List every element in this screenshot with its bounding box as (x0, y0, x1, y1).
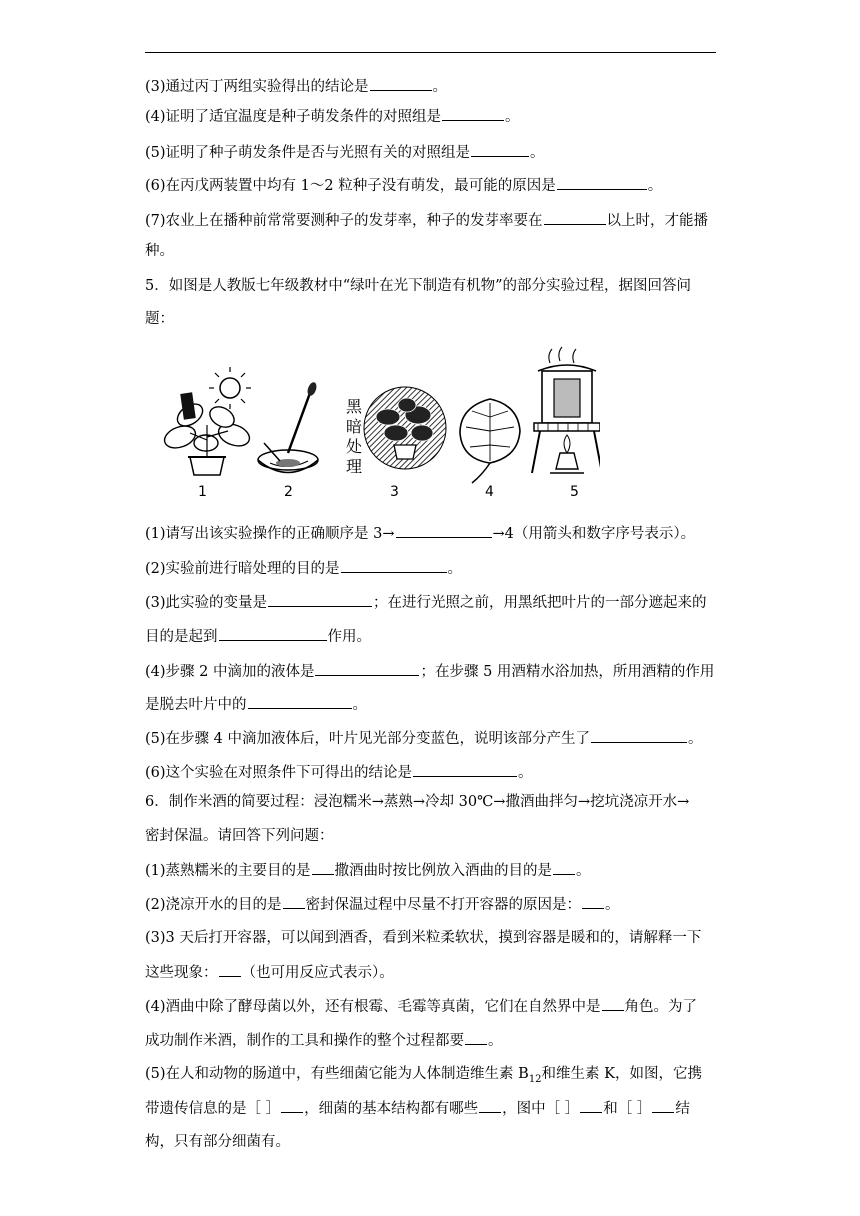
experiment-figure (160, 345, 600, 505)
text-segment: 构，只有部分细菌有。 (145, 1134, 290, 1150)
answer-blank[interactable] (341, 558, 447, 573)
text-segment: 。 (647, 178, 663, 194)
text-line (145, 1064, 702, 1090)
text-segment: ；在进行光照之前，用黑纸把叶片的一部分遮起来的 (373, 595, 707, 611)
text-segment: （也可用反应式表示）。 (241, 965, 394, 981)
text-line (145, 661, 714, 682)
text-line (145, 309, 174, 329)
answer-blank[interactable] (370, 76, 432, 91)
answer-blank[interactable] (268, 592, 372, 607)
text-line (145, 241, 174, 261)
text-segment: (7)农业上在播种前常常要测种子的发芽率，种子的发芽率要在 (145, 213, 543, 229)
answer-blank[interactable] (580, 1098, 602, 1113)
figure-label-5: 5 (570, 484, 579, 500)
text-line (145, 523, 695, 544)
text-segment: (6)在丙戊两装置中均有 1～2 粒种子没有萌发，最可能的原因是 (145, 178, 556, 194)
text-segment: 以上时，才能播 (606, 213, 709, 229)
text-segment: (4)酒曲中除了酵母菌以外，还有根霉、毛霉等真菌，它们在自然界中是 (145, 999, 601, 1015)
answer-blank[interactable] (283, 894, 305, 909)
dark-treatment-label (345, 397, 363, 477)
text-segment: 和［ ］ (603, 1101, 652, 1117)
text-segment: 。 (352, 697, 367, 713)
answer-blank[interactable] (315, 661, 419, 676)
step5-water-bath-icon (532, 347, 600, 473)
text-segment: 带遗传信息的是［ ］ (145, 1101, 281, 1117)
text-segment: 。 (687, 731, 703, 747)
text-line (145, 792, 689, 812)
text-segment: ；在步骤 5 用酒精水浴加热，所用酒精的作用 (420, 664, 715, 680)
figure-label-3: 3 (390, 484, 399, 500)
answer-blank[interactable] (591, 728, 687, 743)
answer-blank[interactable] (219, 962, 241, 977)
answer-blank[interactable] (465, 1030, 487, 1045)
text-segment: 5．如图是人教版七年级教材中“绿叶在光下制造有机物”的部分实验过程，据图回答问 (145, 278, 692, 294)
text-segment: 撒酒曲时按比例放入酒曲的目的是 (334, 863, 553, 879)
text-segment: 。 (432, 79, 448, 95)
text-segment: (4)证明了适宜温度是种子萌发条件的对照组是 (145, 109, 442, 125)
text-segment: (2)实验前进行暗处理的目的是 (145, 561, 340, 577)
text-segment: 作用。 (327, 629, 371, 645)
text-segment: 密封保温。请回答下列问题： (145, 828, 334, 844)
answer-blank[interactable] (281, 1098, 303, 1113)
text-segment: (4)步骤 2 中滴加的液体是 (145, 664, 315, 680)
side-char: 处 (345, 437, 362, 456)
text-segment: 成功制作米酒，制作的工具和操作的整个过程都要 (145, 1033, 464, 1049)
side-char: 黑 (345, 397, 362, 416)
subscript: 12 (528, 1073, 542, 1085)
answer-blank[interactable] (312, 860, 334, 875)
text-line (145, 142, 545, 163)
answer-blank[interactable] (248, 694, 352, 709)
answer-blank[interactable] (442, 106, 504, 121)
text-segment: →4（用箭头和数字序号表示）。 (492, 526, 696, 542)
text-line (145, 175, 662, 196)
text-segment: 。 (488, 1033, 503, 1049)
text-line (145, 210, 708, 231)
step3-dark-plant-icon (364, 387, 446, 469)
answer-blank[interactable] (479, 1098, 501, 1113)
text-line (145, 592, 707, 613)
text-line (145, 928, 701, 948)
text-segment: ，图中［ ］ (502, 1101, 580, 1117)
text-segment: 。 (505, 109, 520, 125)
figure-label-2: 2 (284, 484, 293, 500)
header-rule (145, 52, 716, 53)
text-segment: (5)在人和动物的肠道中，有些细菌它能为人体制造维生素 B (145, 1066, 529, 1082)
text-segment: 密封保温过程中尽量不打开容器的原因是： (305, 897, 582, 913)
figure-label-1: 1 (198, 484, 207, 500)
text-segment: 角色。为了 (624, 999, 698, 1015)
text-line (145, 860, 591, 881)
text-segment: 。 (605, 897, 620, 913)
text-line (145, 1030, 503, 1051)
text-line (145, 558, 462, 579)
text-segment: (6)这个实验在对照条件下可得出的结论是 (145, 765, 413, 781)
text-segment: 和维生素 K，如图，它携 (541, 1066, 702, 1082)
text-line (145, 728, 702, 749)
text-line (145, 894, 620, 915)
text-segment: (3)此实验的变量是 (145, 595, 268, 611)
text-segment: (5)在步骤 4 中滴加液体后，叶片见光部分变蓝色，说明该部分产生了 (145, 731, 590, 747)
answer-blank[interactable] (396, 523, 492, 538)
text-segment: 题： (145, 311, 174, 327)
text-segment: (5)证明了种子萌发条件是否与光照有关的对照组是 (145, 145, 471, 161)
answer-blank[interactable] (553, 860, 575, 875)
step4-leaf-icon (460, 399, 520, 483)
answer-blank[interactable] (219, 626, 327, 641)
answer-blank[interactable] (582, 894, 604, 909)
side-char: 理 (345, 457, 362, 476)
text-segment: (2)浇凉开水的目的是 (145, 897, 282, 913)
text-segment: 。 (530, 145, 545, 161)
answer-blank[interactable] (471, 142, 529, 157)
step2-dropper-dish-icon (258, 381, 318, 472)
figure-label-4: 4 (485, 484, 494, 500)
text-segment: 这些现象： (145, 965, 218, 981)
answer-blank[interactable] (652, 1098, 674, 1113)
text-segment: 。 (518, 765, 533, 781)
experiment-illustration (160, 345, 600, 505)
side-char: 暗 (345, 417, 362, 436)
text-line (145, 626, 371, 647)
text-line (145, 996, 697, 1017)
text-line (145, 826, 334, 846)
text-line (145, 76, 447, 97)
text-line (145, 762, 533, 783)
text-line (145, 276, 691, 296)
text-segment: 结 (675, 1101, 690, 1117)
text-segment: (3)3 天后打开容器，可以闻到酒香，看到米粒柔软状，摸到容器是暖和的，请解释一下 (145, 930, 702, 946)
answer-blank[interactable] (413, 762, 517, 777)
text-segment: (3)通过丙丁两组实验得出的结论是 (145, 79, 369, 95)
text-segment: 是脱去叶片中的 (145, 697, 247, 713)
text-line (145, 106, 520, 127)
text-segment: 。 (576, 863, 591, 879)
text-line (145, 1132, 290, 1152)
answer-blank[interactable] (557, 175, 647, 190)
text-segment: (1)请写出该实验操作的正确顺序是 3→ (145, 526, 395, 542)
step1-plant-sun-icon (162, 367, 253, 475)
text-segment: 6．制作米酒的简要过程：浸泡糯米→蒸熟→冷却 30℃→撒酒曲拌匀→挖坑浇凉开水→ (145, 794, 690, 810)
text-line (145, 1098, 690, 1119)
text-segment: 目的是起到 (145, 629, 218, 645)
text-segment: (1)蒸熟糯米的主要目的是 (145, 863, 311, 879)
text-line (145, 694, 367, 715)
text-segment: ，细菌的基本结构都有哪些 (304, 1101, 479, 1117)
answer-blank[interactable] (602, 996, 624, 1011)
text-line (145, 962, 394, 983)
text-segment: 种。 (145, 243, 174, 259)
answer-blank[interactable] (544, 210, 606, 225)
text-segment: 。 (447, 561, 463, 577)
